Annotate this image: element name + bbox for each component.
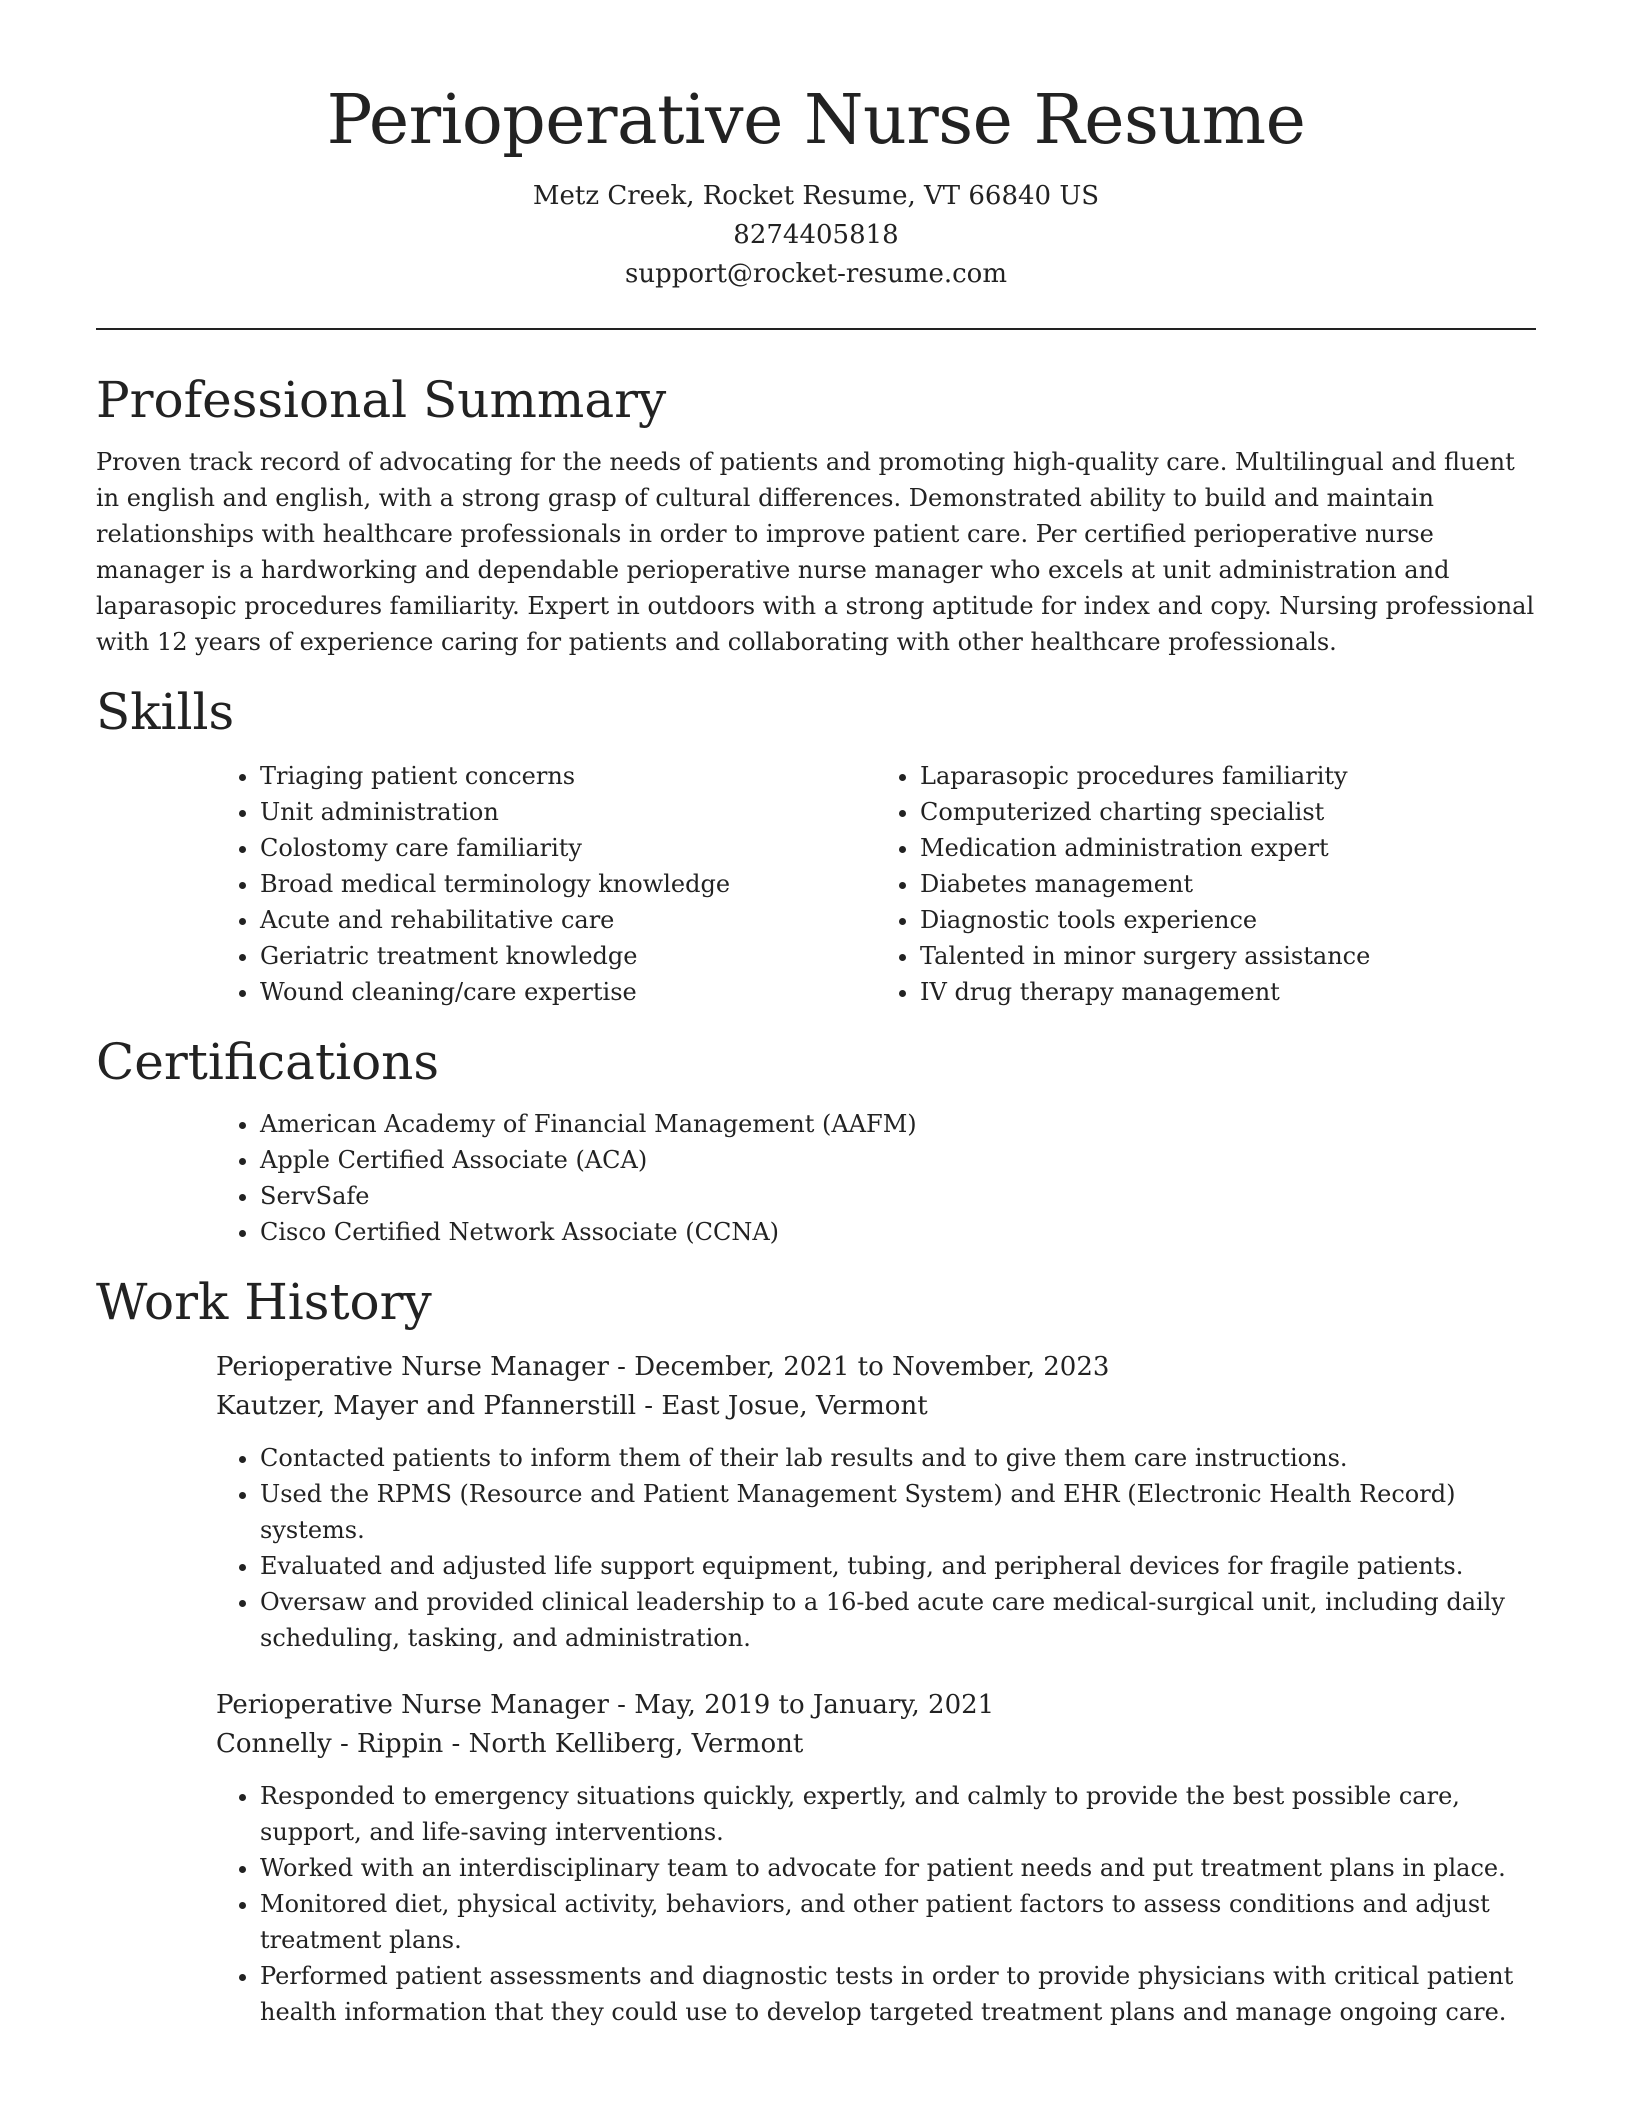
skill-item: • Geriatric treatment knowledge xyxy=(260,938,876,974)
skill-item: • Triaging patient concerns xyxy=(260,758,876,794)
job-role: Perioperative Nurse Manager xyxy=(216,1351,609,1382)
skills-columns xyxy=(216,758,1536,1010)
job-duties-list xyxy=(216,1778,1536,2030)
skill-item: • Wound cleaning/care expertise xyxy=(260,974,876,1010)
skills-list-left xyxy=(216,758,876,1010)
summary-section xyxy=(96,370,1536,660)
resume-title: Perioperative Nurse Resume xyxy=(326,81,1306,160)
certifications-heading: Certifications xyxy=(96,1032,440,1091)
skill-item: • Laparasopic procedures familiarity xyxy=(920,758,1536,794)
work-history-heading: Work History xyxy=(96,1272,432,1331)
skill-item: • Diagnostic tools experience xyxy=(920,902,1536,938)
summary-text: Proven track record of advocating for the needs of patients and promoting high-quality care. Multilingual and fluent in english and english, with a strong grasp of cultural differences. Demonstrated ability to build and maintain relationships with healthcare professionals in order to improve patient care. Per certified perioperative nurse manager is a hardworking and dependable perioperative nurse manager who excels at unit administration and laparasopic procedures familiarity. Expert in outdoors with a strong aptitude for index and copy. Nursing professional with 12 years of experience caring for patients and collaborating with other healthcare professionals. xyxy=(96,447,1535,656)
job-entry xyxy=(216,1686,1536,2030)
skill-item: • Acute and rehabilitative care xyxy=(260,902,876,938)
certification-item: • American Academy of Financial Management (AAFM) xyxy=(260,1106,1536,1142)
job-location: - East Josue, Vermont xyxy=(636,1390,928,1421)
job-location: - North Kelliberg, Vermont xyxy=(443,1728,804,1759)
contact-phone: 8274405818 xyxy=(733,219,899,250)
job-dates: - May, 2019 to January, 2021 xyxy=(608,1689,995,1720)
summary-heading: Professional Summary xyxy=(96,370,667,429)
job-entry xyxy=(216,1348,1536,1656)
job-duty: • Used the RPMS (Resource and Patient Management System) and EHR (Electronic Health Record) systems. xyxy=(260,1476,1536,1548)
contact-email: support@rocket-resume.com xyxy=(624,258,1007,289)
job-duty: • Contacted patients to inform them of their lab results and to give them care instructions. xyxy=(260,1440,1536,1476)
skill-item: • IV drug therapy management xyxy=(920,974,1536,1010)
skill-item: • Computerized charting specialist xyxy=(920,794,1536,830)
certifications-section xyxy=(96,1032,1536,1250)
certification-item: • ServSafe xyxy=(260,1178,1536,1214)
skills-list-right xyxy=(876,758,1536,1010)
job-company-line xyxy=(216,1725,1536,1764)
header-divider xyxy=(96,328,1536,330)
job-company-line xyxy=(216,1387,1536,1426)
job-duty: • Performed patient assessments and diagnostic tests in order to provide physicians with critical patient health information that they could use to develop targeted treatment plans and manage ongoing care. xyxy=(260,1958,1536,2030)
certifications-list xyxy=(216,1106,1536,1250)
job-duty: • Worked with an interdisciplinary team to advocate for patient needs and put treatment plans in place. xyxy=(260,1850,1536,1886)
job-title-line xyxy=(216,1686,1536,1725)
job-duties-list xyxy=(216,1440,1536,1656)
skill-item: • Broad medical terminology knowledge xyxy=(260,866,876,902)
skill-item: • Medication administration expert xyxy=(920,830,1536,866)
skills-section xyxy=(96,682,1536,1010)
job-duty: • Responded to emergency situations quickly, expertly, and calmly to provide the best possible care, support, and life-saving interventions. xyxy=(260,1778,1536,1850)
skill-item: • Talented in minor surgery assistance xyxy=(920,938,1536,974)
job-duty: • Oversaw and provided clinical leadership to a 16-bed acute care medical-surgical unit, including daily scheduling, tasking, and administration. xyxy=(260,1584,1536,1656)
job-dates: - December, 2021 to November, 2023 xyxy=(608,1351,1110,1382)
contact-address: Metz Creek, Rocket Resume, VT 66840 US xyxy=(532,180,1100,211)
job-duty: • Evaluated and adjusted life support equipment, tubing, and peripheral devices for fragile patients. xyxy=(260,1548,1536,1584)
work-history-section xyxy=(96,1272,1536,2030)
skills-heading: Skills xyxy=(96,682,235,741)
certification-item: • Apple Certified Associate (ACA) xyxy=(260,1142,1536,1178)
job-duty: • Monitored diet, physical activity, behaviors, and other patient factors to assess conditions and adjust treatment plans. xyxy=(260,1886,1536,1958)
certification-item: • Cisco Certified Network Associate (CCNA) xyxy=(260,1214,1536,1250)
job-role: Perioperative Nurse Manager xyxy=(216,1689,609,1720)
skill-item: • Colostomy care familiarity xyxy=(260,830,876,866)
job-company: Connelly - Rippin xyxy=(216,1728,444,1759)
job-title-line xyxy=(216,1348,1536,1387)
skill-item: • Unit administration xyxy=(260,794,876,830)
skill-item: • Diabetes management xyxy=(920,866,1536,902)
job-company: Kautzer, Mayer and Pfannerstill xyxy=(216,1390,637,1421)
resume-header xyxy=(96,0,1536,294)
